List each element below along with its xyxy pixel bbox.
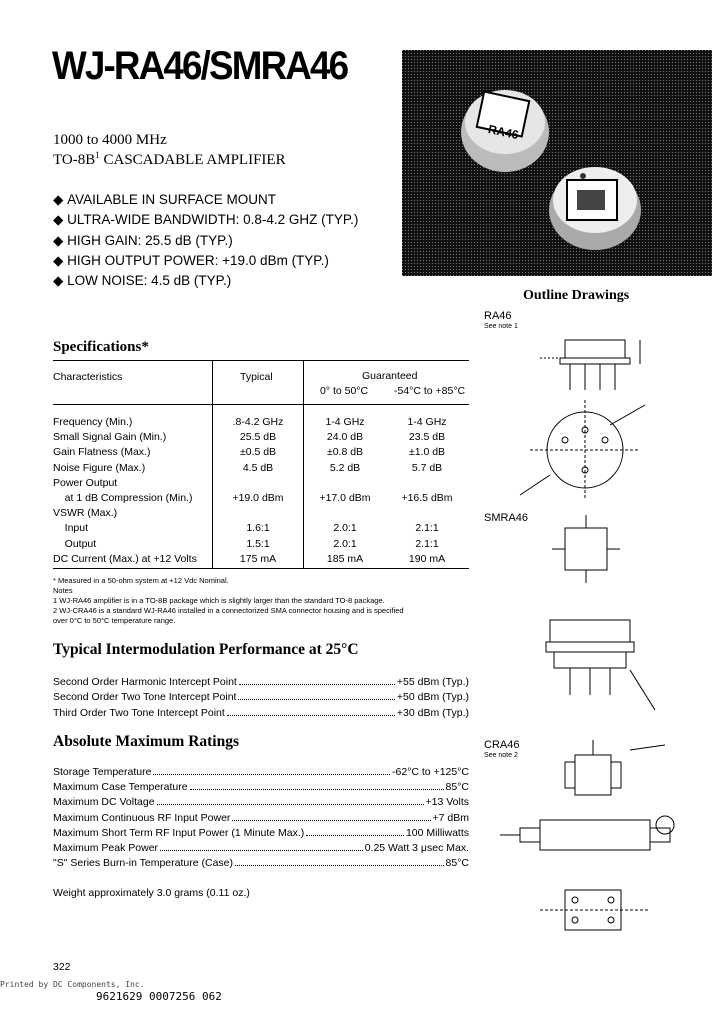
rating-row [53,812,469,824]
spec-typical: .8-4.2 GHz [232,416,284,428]
rating-row [53,781,469,793]
weight-text: Weight approximately 3.0 grams (0.11 oz.) [53,887,250,899]
package-name: TO-8B [53,152,96,168]
spec-typical: +19.0 dBm [232,492,284,504]
spec-typical: ±0.5 dB [239,446,277,459]
feature-list [53,190,358,291]
note-line: over 0°C to 50°C temperature range. [53,616,176,625]
product-photo [402,50,712,276]
spec-characteristic: Power Output [53,476,118,489]
drawing-label-smra46: SMRA46 [484,512,529,524]
feature-item: ◆ AVAILABLE IN SURFACE MOUNT [53,190,358,210]
package-superscript: 1 [95,150,100,160]
drawings-heading: Outline Drawings [523,288,630,303]
rating-label: Maximum Peak Power [53,842,159,854]
spec-characteristic: Frequency (Min.) [53,416,133,428]
spec-typical: 25.5 dB [239,431,277,444]
rating-value: 0.25 Watt 3 μsec Max. [364,842,469,854]
outline-drawings [480,300,712,970]
intermod-label: Second Order Two Tone Intercept Point [53,691,237,704]
rating-row [53,842,469,854]
rating-value: 100 Milliwatts [405,826,469,839]
col-range-2: -54°C to +85°C [394,385,466,397]
dot-leader [227,707,395,716]
col-typical: Typical [240,371,273,383]
intermod-row [53,707,469,719]
rating-value: -62°C to +125°C [392,766,469,778]
spec-guaranteed-0-50: 5.2 dB [329,461,361,474]
spec-characteristic: Gain Flatness (Max.) [53,446,151,459]
spec-notes [53,576,404,626]
spec-guaranteed-0-50: 1-4 GHz [325,416,365,428]
dot-leader [232,812,430,821]
intermod-row [53,676,469,688]
dot-leader [157,796,424,805]
spec-guaranteed-0-50: 2.0:1 [333,537,357,550]
col-guaranteed: Guaranteed [362,370,418,382]
note-line: 1 WJ-RA46 amplifier is in a TO-8B package which is slightly larger than the standard TO-8 package. [53,596,385,605]
spec-guaranteed-0-50: ±0.8 dB [326,446,364,459]
page-number: 322 [53,961,71,973]
intermod-value: +55 dBm (Typ.) [396,676,469,688]
rating-row [53,766,469,778]
spec-characteristic: DC Current (Max.) at +12 Volts [53,552,197,565]
drawing-note-ra46: See note 1 [484,323,518,330]
note-line: * Measured in a 50-ohm system at +12 Vdc Nominal. [53,576,229,585]
rating-value: 85°C [445,857,469,870]
spec-guaranteed-0-50: 185 mA [326,552,364,565]
spec-guaranteed-full: 190 mA [408,552,446,565]
spec-characteristic: at 1 dB Compression (Min.) [53,492,193,504]
spec-characteristic: Noise Figure (Max.) [53,461,146,474]
intermod-label: Second Order Harmonic Intercept Point [53,676,237,688]
intermod-value: +50 dBm (Typ.) [396,691,469,704]
rating-label: Maximum Case Temperature [53,781,188,794]
spec-typical: 1.5:1 [246,537,270,550]
rating-label: Maximum Short Term RF Input Power (1 Minute Max.) [53,826,305,839]
spec-guaranteed-full: 2.1:1 [415,537,439,550]
spec-characteristic: Small Signal Gain (Min.) [53,431,167,444]
drawing-label-cra46: CRA46 [484,739,520,751]
dot-leader [239,676,395,685]
feature-item: ◆ HIGH GAIN: 25.5 dB (TYP.) [53,231,358,251]
rating-label: "S" Series Burn-in Temperature (Case) [53,857,233,870]
header-rule [53,404,469,405]
spec-guaranteed-full: ±1.0 dB [408,446,446,459]
spec-characteristic: Output [53,537,97,550]
spec-guaranteed-full: 23.5 dB [408,431,446,444]
spec-guaranteed-full: 5.7 dB [411,461,443,474]
rating-value: +13 Volts [425,796,469,809]
table-bottom-rule [53,568,469,569]
page-title: WJ-RA46/SMRA46 [52,44,348,88]
rating-value: +7 dBm [432,811,469,824]
rating-label: Storage Temperature [53,766,152,778]
col-characteristics: Characteristics [53,371,123,383]
package-tail: CASCADABLE AMPLIFIER [99,152,286,168]
spec-guaranteed-full: 2.1:1 [415,522,439,535]
photo-label-ra46: RA46 [486,122,520,143]
dot-leader [306,827,404,836]
rating-label: Maximum Continuous RF Input Power [53,811,231,824]
spec-typical: 175 mA [239,552,277,565]
spec-characteristic: Input [53,522,89,535]
intermod-value: +30 dBm (Typ.) [396,706,469,719]
dot-leader [238,691,394,700]
ratings-heading: Absolute Maximum Ratings [53,733,240,750]
dot-leader [153,766,390,775]
frequency-range: 1000 to 4000 MHz [53,132,167,148]
intermod-row [53,691,469,703]
dot-leader [235,857,444,866]
spec-characteristic: VSWR (Max.) [53,507,118,520]
rating-row [53,857,469,869]
spec-typical: 1.6:1 [246,522,270,535]
barcode-text: 9621629 0007256 062 [96,990,222,1003]
feature-item: ◆ ULTRA-WIDE BANDWIDTH: 0.8-4.2 GHZ (TYP.) [53,210,358,230]
spec-guaranteed-full: +16.5 dBm [401,492,453,504]
note-line: 2 WJ-CRA46 is a standard WJ-RA46 installed in a connectorized SMA connector housing and is specified [53,606,404,615]
rating-row [53,827,469,839]
intermod-label: Third Order Two Tone Intercept Point [53,706,225,719]
package-line [53,150,286,169]
spec-typical: 4.5 dB [242,461,274,474]
feature-item: ◆ HIGH OUTPUT POWER: +19.0 dBm (TYP.) [53,251,358,271]
drawing-label-ra46: RA46 [484,310,512,322]
specs-heading: Specifications* [53,339,149,355]
col-range-1: 0° to 50°C [320,385,369,397]
intermod-heading: Typical Intermodulation Performance at 25°C [53,641,359,658]
rating-value: 85°C [445,781,469,794]
dot-leader [190,781,444,790]
rating-row [53,796,469,808]
spec-guaranteed-full: 1-4 GHz [407,416,447,428]
table-top-rule [53,360,469,361]
spec-guaranteed-0-50: 24.0 dB [326,431,364,444]
rating-label: Maximum DC Voltage [53,796,155,809]
scan-footer: Printed by DC Components, Inc. [0,980,145,989]
note-line: Notes [53,586,73,595]
spec-guaranteed-0-50: 2.0:1 [333,522,357,535]
spec-guaranteed-0-50: +17.0 dBm [319,492,371,504]
drawing-note-cra46: See note 2 [484,752,518,759]
dot-leader [160,842,363,851]
feature-item: ◆ LOW NOISE: 4.5 dB (TYP.) [53,271,358,291]
